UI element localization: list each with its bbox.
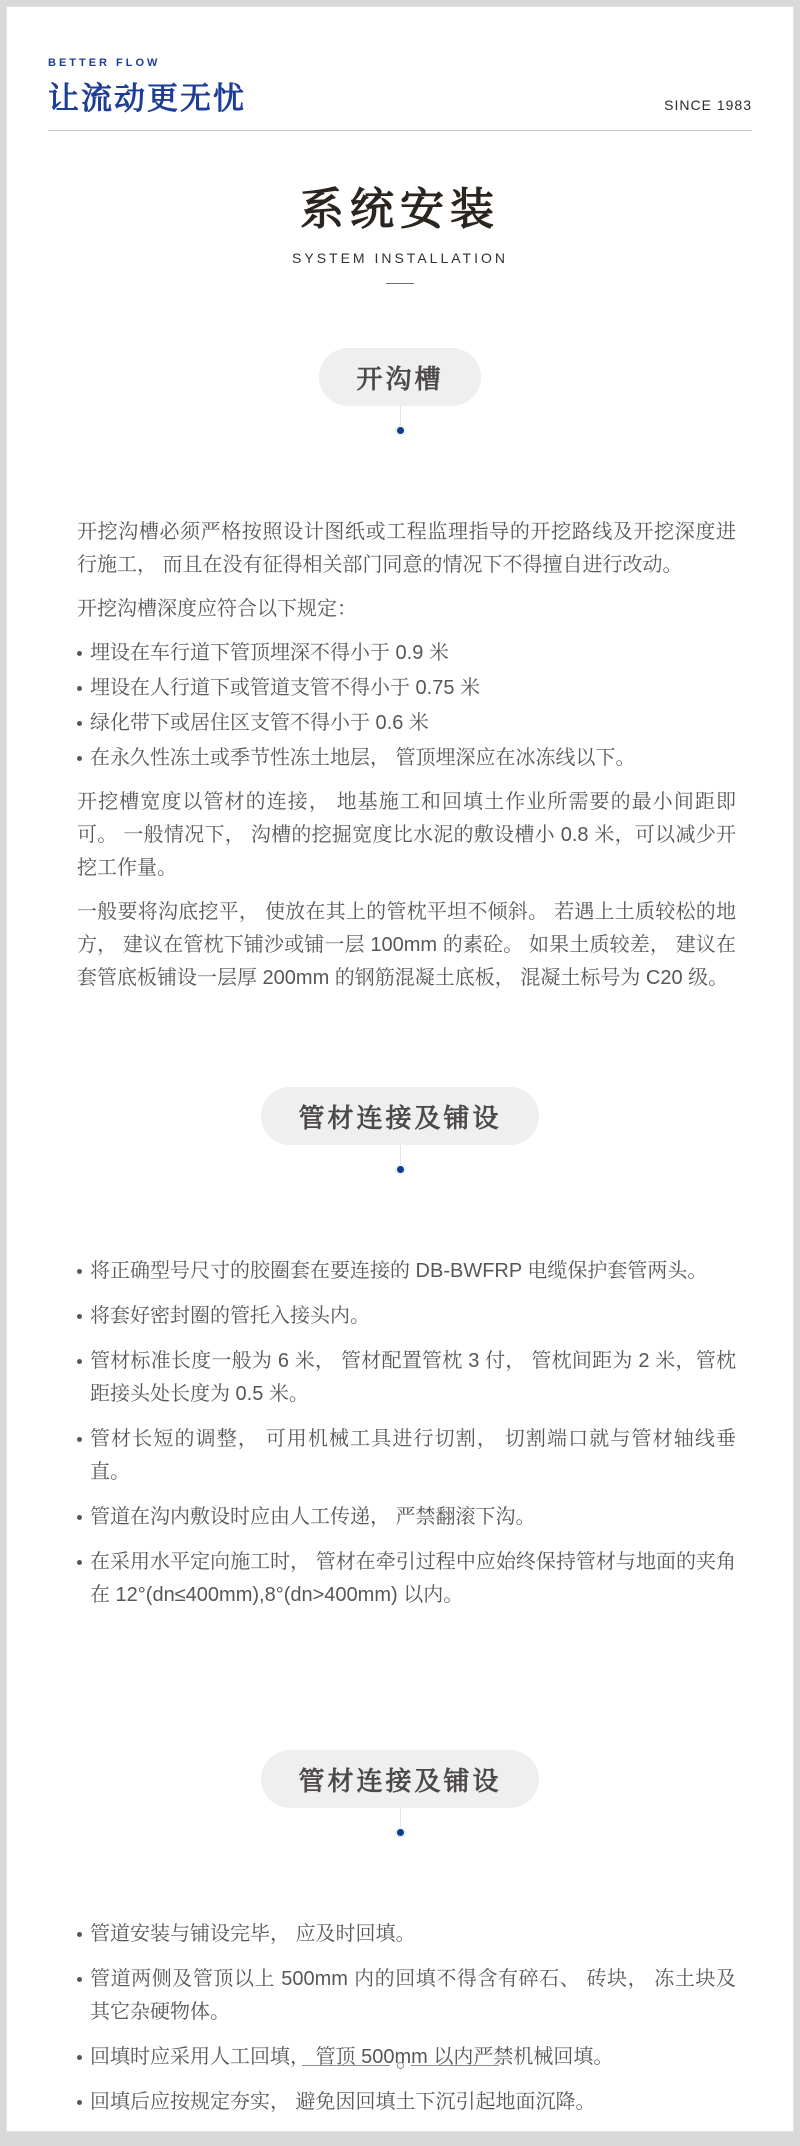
section-body bbox=[77, 516, 736, 995]
ornament-circle-icon bbox=[397, 2062, 404, 2069]
page bbox=[6, 6, 794, 2132]
section-badge-label: 开沟槽 bbox=[356, 363, 444, 394]
bullet-item: 埋设在车行道下管顶埋深不得小于 0.9 米 bbox=[90, 637, 736, 670]
bullet-item: 在采用水平定向施工时， 管材在牵引过程中应始终保持管材与地面的夹角在 12°(dn≤400mm),8°(dn>400mm) 以内。 bbox=[90, 1546, 736, 1612]
title-block bbox=[7, 173, 793, 284]
timeline-dot-icon bbox=[395, 1164, 406, 1175]
title-divider bbox=[386, 283, 414, 284]
section-header bbox=[7, 1087, 793, 1175]
connector-line bbox=[400, 1808, 401, 1827]
since-label: SINCE 1983 bbox=[664, 97, 752, 113]
header bbox=[7, 7, 793, 131]
bullet-item: 埋设在人行道下或管道支管不得小于 0.75 米 bbox=[90, 672, 736, 705]
section-header bbox=[7, 348, 793, 436]
connector-line bbox=[400, 406, 401, 425]
paragraph: 一般要将沟底挖平， 使放在其上的管枕平坦不倾斜。 若遇上土质较松的地方， 建议在管枕下铺沙或铺一层 100mm 的素砼。 如果土质较差， 建议在套管底板铺设一层厚 200mm 的钢筋混凝土底板， 混凝土标号为 C20 级。 bbox=[77, 901, 736, 989]
section-badge-label: 管材连接及铺设 bbox=[298, 1102, 502, 1133]
bullet-item: 绿化带下或居住区支管不得小于 0.6 米 bbox=[90, 707, 736, 740]
brand-logo-wordmark: 让流动更无忧 bbox=[48, 81, 246, 116]
bullet-item: 管道在沟内敷设时应由人工传递， 严禁翻滚下沟。 bbox=[90, 1501, 736, 1534]
bullet-item: 将套好密封圈的管托入接头内。 bbox=[90, 1300, 736, 1333]
timeline-dot-icon bbox=[395, 1827, 406, 1838]
brand-row bbox=[7, 7, 793, 118]
bullet-item: 管道安装与铺设完毕， 应及时回填。 bbox=[90, 1918, 736, 1951]
ornament-line-left bbox=[302, 2065, 390, 2066]
bullet-item: 回填后应按规定夯实， 避免因回填土下沉引起地面沉降。 bbox=[90, 2086, 736, 2119]
section-body bbox=[77, 1255, 736, 1612]
bullet-item: 管材长短的调整， 可用机械工具进行切割， 切割端口就与管材轴线垂直。 bbox=[90, 1423, 736, 1489]
page-subtitle: SYSTEM INSTALLATION bbox=[292, 250, 508, 266]
paragraph: 开挖沟槽必须严格按照设计图纸或工程监理指导的开挖路线及开挖深度进行施工， 而且在没有征得相关部门同意的情况下不得擅自进行改动。 bbox=[77, 521, 736, 576]
bullet-list bbox=[77, 1918, 736, 2119]
bullet-item: 在永久性冻土或季节性冻土地层， 管顶埋深应在冰冻线以下。 bbox=[90, 742, 736, 775]
connector-line bbox=[400, 1145, 401, 1164]
bullet-item: 管道两侧及管顶以上 500mm 内的回填不得含有碎石、 砖块， 冻土块及其它杂硬物体。 bbox=[90, 1963, 736, 2029]
ornament-line-right bbox=[411, 2065, 499, 2066]
section-badge-label: 管材连接及铺设 bbox=[298, 1765, 502, 1796]
bullet-item: 将正确型号尺寸的胶圈套在要连接的 DB-BWFRP 电缆保护套管两头。 bbox=[90, 1255, 736, 1288]
section-badge bbox=[261, 1750, 538, 1808]
content-section bbox=[7, 348, 793, 995]
footer-ornament bbox=[7, 2062, 793, 2069]
bullet-list bbox=[77, 1255, 736, 1612]
content-section bbox=[7, 1087, 793, 1612]
content bbox=[7, 348, 793, 2119]
paragraph: 开挖槽宽度以管材的连接， 地基施工和回填土作业所需要的最小间距即可。 一般情况下， 沟槽的挖掘宽度比水泥的敷设槽小 0.8 米，可以减少开挖工作量。 bbox=[77, 791, 736, 879]
section-badge bbox=[319, 348, 480, 406]
section-header bbox=[7, 1750, 793, 1838]
section-body bbox=[77, 1918, 736, 2119]
bullet-item: 管材标准长度一般为 6 米， 管材配置管枕 3 付， 管枕间距为 2 米，管枕距接头处长度为 0.5 米。 bbox=[90, 1345, 736, 1411]
section-badge bbox=[261, 1087, 538, 1145]
bullet-item: 回填时应采用人工回填， 管顶 500mm 以内严禁机械回填。 bbox=[90, 2041, 736, 2074]
page-title: 系统安装 bbox=[300, 185, 500, 234]
paragraph: 开挖沟槽深度应符合以下规定： bbox=[77, 598, 357, 620]
bullet-list bbox=[77, 637, 736, 775]
brand-logo bbox=[48, 57, 246, 118]
header-divider bbox=[48, 130, 752, 131]
timeline-dot-icon bbox=[395, 425, 406, 436]
brand-logo-tagline: BETTER FLOW bbox=[48, 57, 161, 69]
